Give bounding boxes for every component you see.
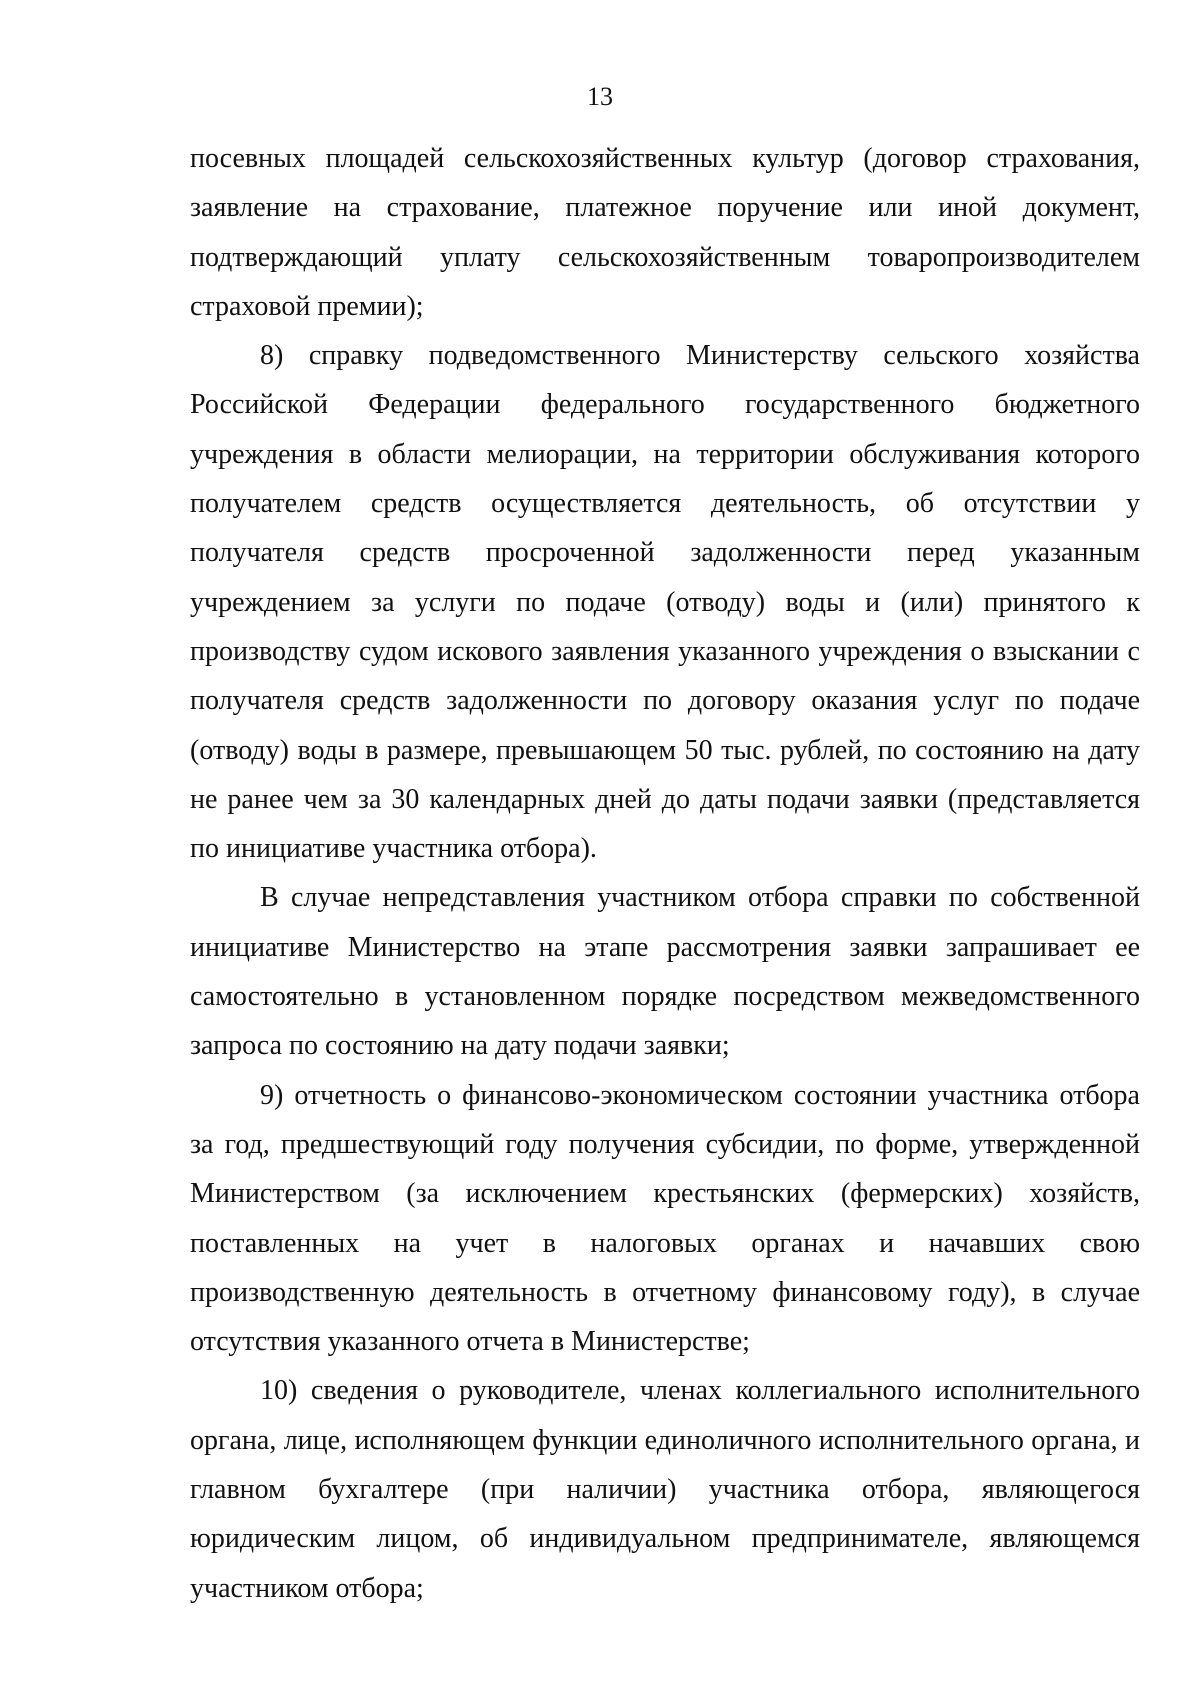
paragraph-item-9: 9) отчетность о финансово-экономическом состоянии участника отбора за год, предшествующий году получения субсидии, по форме, утвержденной Министерством (за исключением крестьянских (фермерских) хозяйств, поставленных на учет в налоговых органах и начавших свою производственную деятельность в отчетному финансовому году), в случае отсутствия указанного отчета в Министерстве; <box>190 1079 1140 1358</box>
page-number: 13 <box>587 82 613 111</box>
document-body <box>190 134 1140 1613</box>
paragraph-continuation: посевных площадей сельскохозяйственных культур (договор страхования, заявление на страхование, платежное поручение или иной документ, подтверждающий уплату сельскохозяйственным товаропроизводителем страховой премии); <box>190 143 1140 322</box>
paragraph-item-8: 8) справку подведомственного Министерству сельского хозяйства Российской Федерации федерального государственного бюджетного учреждения в области мелиорации, на территории обслуживания которого получателем средств осуществляется деятельность, об отсутствии у получателя средств просроченной задолженности перед указанным учреждением за услуги по подаче (отводу) воды и (или) принятого к производству судом искового заявления указанного учреждения о взыскании с получателя средств задолженности по договору оказания услуг по подаче (отводу) воды в размере, превышающем 50 тыс. рублей, по состоянию на дату не ранее чем за 30 календарных дней до даты подачи заявки (представляется по инициативе участника отбора). <box>190 340 1140 865</box>
paragraph-non-submission-case: В случае непредставления участником отбора справки по собственной инициативе Министерство на этапе рассмотрения заявки запрашивает ее самостоятельно в установленном порядке посредством межведомственного запроса по состоянию на дату подачи заявки; <box>190 882 1140 1062</box>
paragraph-item-10: 10) сведения о руководителе, членах коллегиального исполнительного органа, лице, исполняющем функции единоличного исполнительного органа, и главном бухгалтере (при наличии) участника отбора, являющегося юридическим лицом, об индивидуальном предпринимателе, являющемся участником отбора; <box>190 1375 1140 1604</box>
